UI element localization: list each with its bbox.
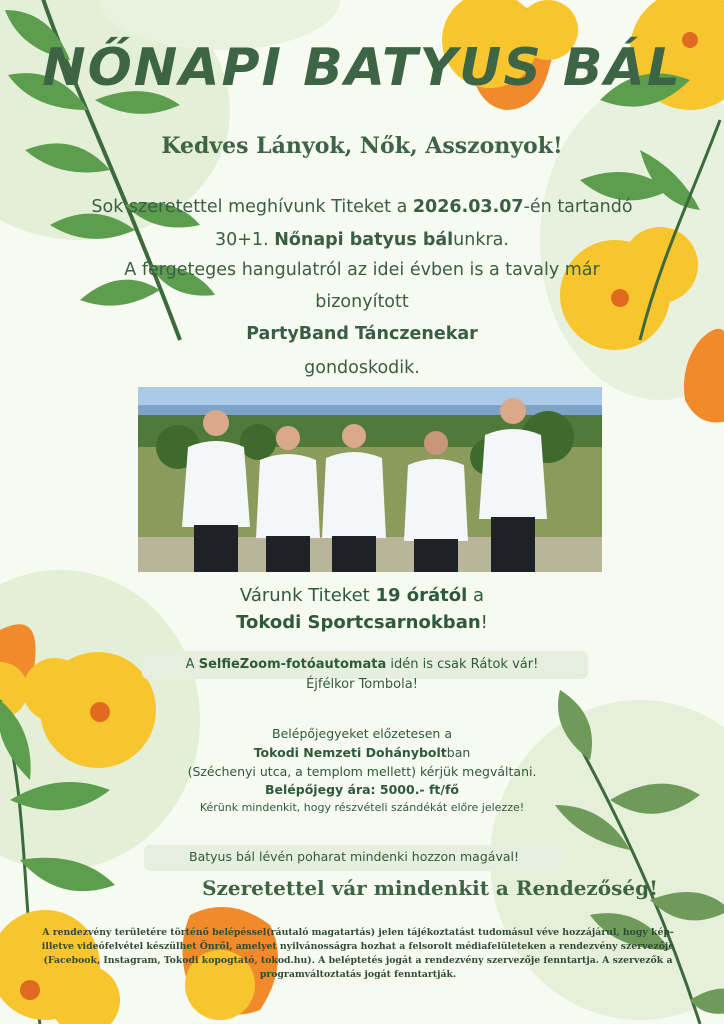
ticket-info — [0, 725, 724, 817]
closing-line: Szeretettel vár mindenkit a Rendezőség! — [202, 876, 658, 900]
event-date: 2026.03.07 — [412, 197, 524, 217]
intro-line-1 — [10, 198, 714, 217]
ticket-price — [0, 781, 724, 800]
band-name — [10, 325, 714, 344]
cups-note: Batyus bál lévén poharat mindenki hozzon magával! — [189, 849, 519, 864]
selfie-text-2: idén is csak Rátok vár! — [386, 657, 539, 672]
when-text-2: a — [467, 585, 485, 606]
ticket-line-1: Belépőjegyeket előzetesen a — [272, 726, 452, 741]
event-name: Nőnapi batyus bál — [274, 230, 454, 250]
when-text-3: ! — [480, 612, 488, 633]
ticket-line-3: (Széchenyi utca, a templom mellett) kérjük megváltani. — [187, 763, 537, 779]
intro-line-3: A fergeteges hangulatról az idei évben is a tavaly már — [124, 260, 600, 280]
intro-line-4: bizonyított — [315, 292, 409, 312]
venue-line — [0, 609, 724, 636]
band-name-text: PartyBand Tánczenekar — [246, 324, 478, 344]
ticket-shop: Tokodi Nemzeti Dohánybolt — [253, 744, 447, 760]
tombola-line: Éjfélkor Tombola! — [306, 677, 418, 693]
selfie-line — [0, 655, 724, 675]
ticket-shop-line — [0, 744, 724, 763]
selfie-booth-name: SelfieZoom-fotóautomata — [198, 657, 387, 672]
ticket-shop-suffix: ban — [446, 744, 471, 760]
selfie-info — [0, 655, 724, 695]
intro-text-2: -én tartandó — [523, 197, 633, 217]
legal-notice: A rendezvény területére történő belépéssel(ráutaló magatartás) jelen tájékoztatást tudomásul véve hozzájárul, hogy kép- illetve videófelvétel készülhet Önről, amelyet nyilvánosságra hozhat a felsorolt médiafelületeken a rendezvény szervezője (Facebook, Instagram, Tokodi kopogtató, tokod.hu). A beléptetés jogát a rendezvény szervezője fenntartja. A szervezők a programváltoztatás jogát fenntartják. — [41, 927, 675, 980]
rsvp-note: Kérünk mindenkit, hogy részvételi szándékát előre jelezze! — [199, 801, 525, 814]
greeting: Kedves Lányok, Nők, Asszonyok! — [161, 133, 563, 159]
venue-name: Tokodi Sportcsarnokban — [236, 612, 481, 633]
ticket-price-text: Belépőjegy ára: 5000.- ft/fő — [265, 782, 459, 798]
intro-line-2 — [10, 231, 714, 250]
poster-title: NŐNAPI BATYUS BÁL — [42, 38, 682, 98]
when-text-1: Várunk Titeket — [239, 585, 376, 606]
intro-line-6: gondoskodik. — [304, 358, 420, 378]
selfie-text-1: A — [185, 657, 199, 672]
intro-text-3: unkra. — [453, 230, 509, 250]
start-time: 19 órától — [375, 585, 468, 606]
time-line — [0, 582, 724, 609]
edition: 30+1. — [215, 230, 275, 250]
intro-text-1: Sok szeretettel meghívunk Titeket a — [91, 197, 413, 217]
band-photo — [138, 387, 602, 572]
event-time-venue — [0, 582, 724, 636]
